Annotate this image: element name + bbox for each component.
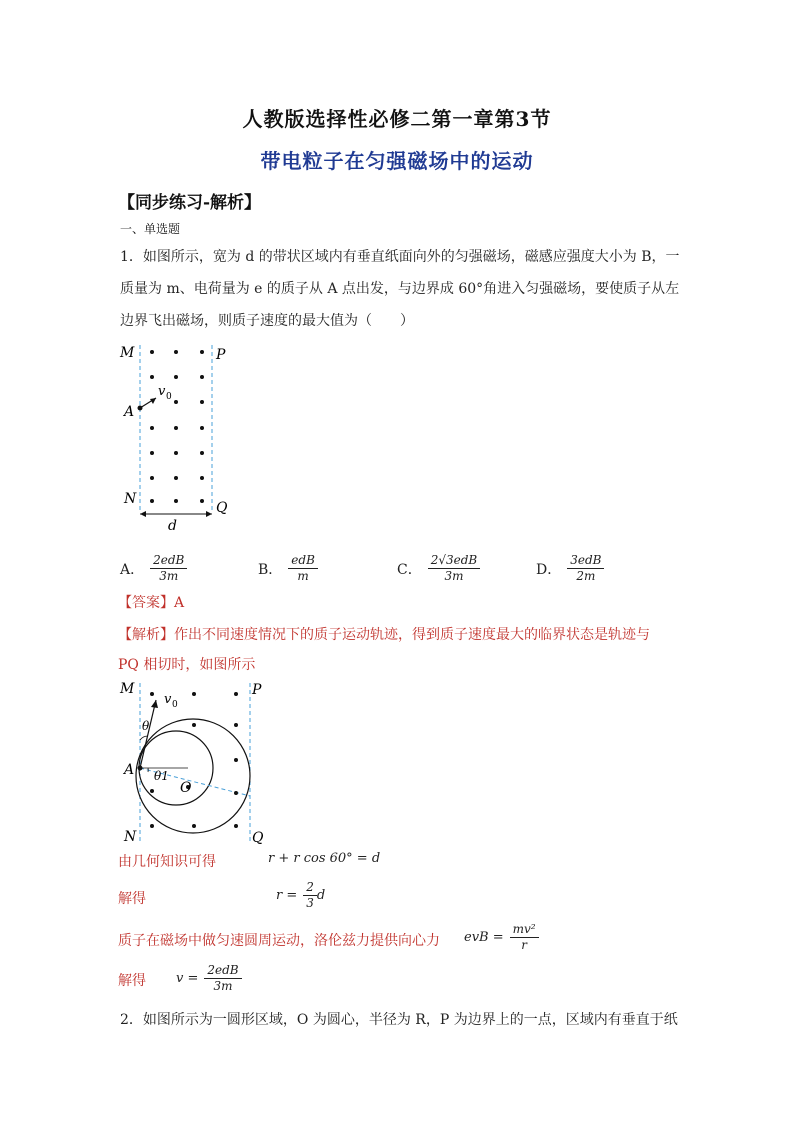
option-b bbox=[258, 553, 318, 584]
question-2-line-1: 2．如图所示为一圆形区域，O 为圆心，半径为 R，P 为边界上的一点，区域内有垂直于纸 bbox=[120, 1012, 678, 1028]
step-2-rhs: d bbox=[316, 888, 326, 903]
label-q: Q bbox=[216, 500, 228, 516]
step-3-label: 质子在磁场中做匀速圆周运动，洛伦兹力提供向心力 bbox=[118, 933, 440, 949]
label-theta1: θ1 bbox=[154, 769, 169, 783]
option-b-den: m bbox=[297, 569, 309, 583]
option-a-fraction bbox=[150, 553, 187, 584]
label-n: N bbox=[124, 491, 137, 507]
step-4-fraction bbox=[204, 963, 241, 994]
step-2-num: 2 bbox=[303, 880, 317, 896]
step-3-lhs: evB = bbox=[464, 930, 504, 945]
option-d-num: 3edB bbox=[567, 553, 604, 569]
page-title: 人教版选择性必修二第一章第3节 bbox=[242, 107, 552, 131]
figure-2-trajectory bbox=[118, 678, 278, 848]
answer-label: 【答案】A bbox=[118, 595, 185, 611]
option-c-fraction bbox=[428, 553, 481, 584]
figure-1-magnetic-strip bbox=[118, 340, 248, 540]
option-c bbox=[397, 553, 480, 584]
label-p: P bbox=[252, 682, 262, 698]
option-d-den: 2m bbox=[576, 569, 596, 583]
step-2-equation bbox=[276, 880, 325, 911]
point-a-dot bbox=[138, 766, 143, 771]
option-b-letter: B． bbox=[258, 561, 283, 578]
option-c-num: 2√3edB bbox=[428, 553, 481, 569]
point-a-dot bbox=[138, 406, 143, 411]
step-3-equation bbox=[464, 922, 539, 953]
option-b-num: edB bbox=[288, 553, 318, 569]
step-4-lhs: v = bbox=[176, 971, 199, 986]
question-1-line-1: 1．如图所示，宽为 d 的带状区域内有垂直纸面向外的匀强磁场，磁感应强度大小为 B，一 bbox=[120, 249, 680, 265]
label-v0: v bbox=[164, 692, 172, 707]
option-b-fraction bbox=[288, 553, 318, 584]
label-v0: v bbox=[158, 384, 166, 399]
step-2-label: 解得 bbox=[118, 891, 146, 907]
label-v0-subscript: 0 bbox=[172, 700, 178, 710]
label-v0-subscript: 0 bbox=[166, 392, 172, 402]
question-1-line-3: 边界飞出磁场，则质子速度的最大值为（ ） bbox=[120, 313, 414, 329]
question-1-line-2: 质量为 m、电荷量为 e 的质子从 A 点出发，与边界成 60°角进入匀强磁场，要使质子从左 bbox=[120, 281, 680, 297]
step-2-lhs: r = bbox=[276, 888, 298, 903]
arrowhead-icon bbox=[151, 700, 158, 708]
option-c-den: 3m bbox=[444, 569, 464, 583]
step-4-den: 3m bbox=[213, 979, 233, 993]
option-d-letter: D． bbox=[536, 561, 562, 578]
label-o: O bbox=[180, 780, 192, 796]
step-3-num: mv² bbox=[510, 922, 539, 938]
option-a-den: 3m bbox=[159, 569, 179, 583]
label-d: d bbox=[168, 518, 177, 534]
step-3-fraction bbox=[510, 922, 539, 953]
step-2-fraction bbox=[303, 880, 317, 911]
label-m: M bbox=[120, 345, 135, 361]
analysis-line-1: 【解析】作出不同速度情况下的质子运动轨迹，得到质子速度最大的临界状态是轨迹与 bbox=[118, 627, 650, 643]
page-subtitle: 带电粒子在匀强磁场中的运动 bbox=[260, 149, 534, 173]
step-3-den: r bbox=[521, 938, 527, 952]
dim-arrow-left-icon bbox=[140, 511, 146, 517]
label-p: P bbox=[216, 347, 226, 363]
section-heading: 【同步练习-解析】 bbox=[118, 193, 262, 213]
label-a: A bbox=[124, 404, 135, 420]
option-a bbox=[120, 553, 187, 584]
label-m: M bbox=[120, 681, 135, 697]
dim-arrow-right-icon bbox=[206, 511, 212, 517]
step-1-label: 由几何知识可得 bbox=[118, 854, 216, 870]
option-c-letter: C． bbox=[397, 561, 422, 578]
option-d bbox=[536, 553, 604, 584]
label-a: A bbox=[124, 762, 135, 778]
label-n: N bbox=[124, 829, 137, 845]
option-a-letter: A． bbox=[120, 561, 145, 578]
step-4-equation bbox=[176, 963, 242, 994]
step-4-num: 2edB bbox=[204, 963, 241, 979]
step-1-equation: r + r cos 60° = d bbox=[268, 851, 381, 866]
label-theta: θ bbox=[142, 719, 150, 733]
analysis-line-2: PQ 相切时，如图所示 bbox=[118, 657, 256, 673]
field-dots bbox=[150, 350, 204, 503]
option-d-fraction bbox=[567, 553, 604, 584]
field-dots bbox=[150, 692, 238, 828]
step-4-label: 解得 bbox=[118, 973, 146, 989]
option-a-num: 2edB bbox=[150, 553, 187, 569]
step-2-den: 3 bbox=[306, 896, 314, 910]
question-type-heading: 一、单选题 bbox=[120, 222, 181, 236]
label-q: Q bbox=[252, 830, 264, 846]
